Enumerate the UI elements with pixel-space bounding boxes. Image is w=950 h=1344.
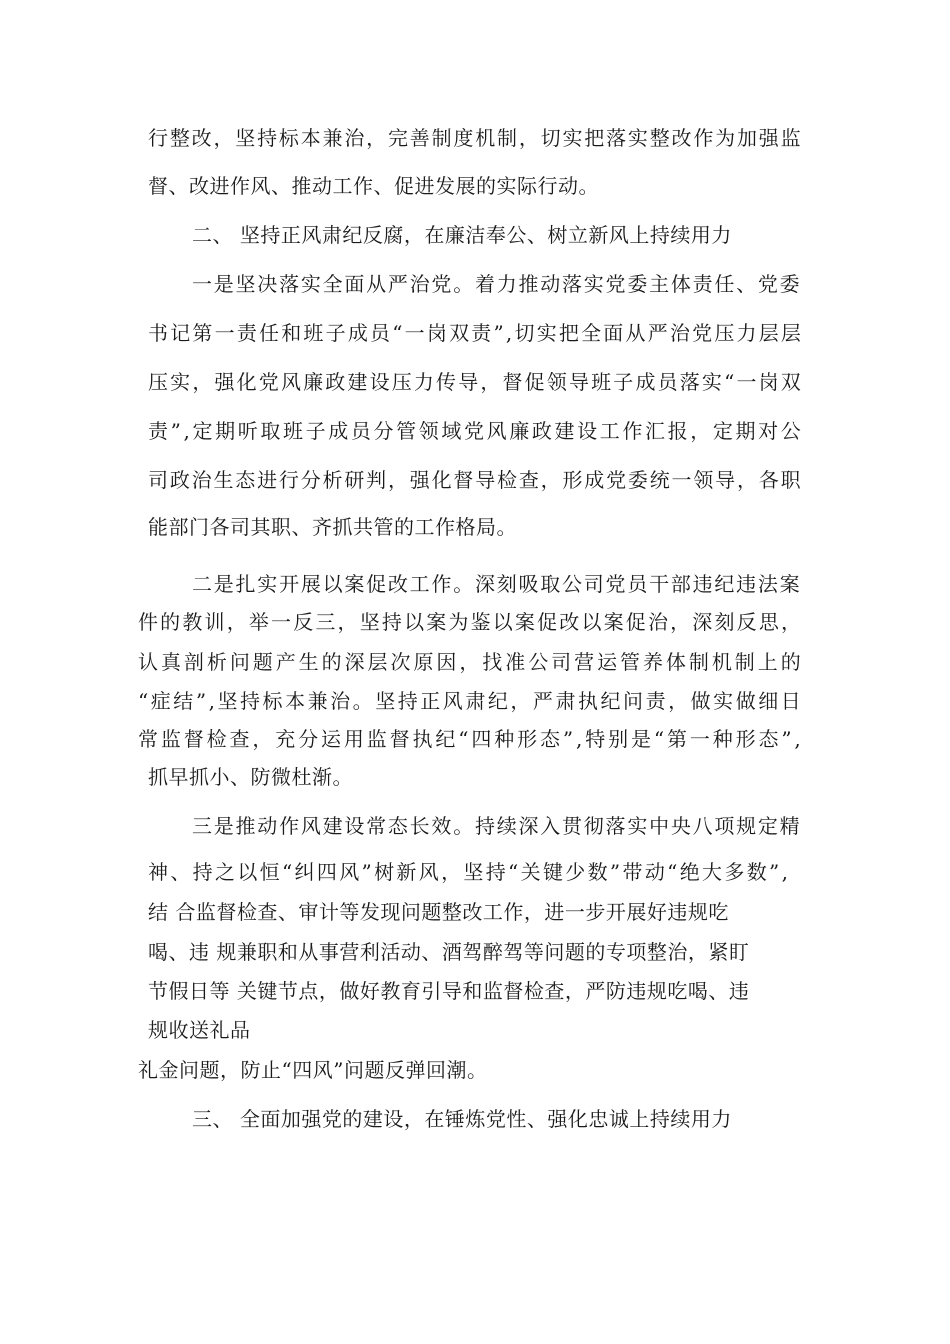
text-line: 认 真 剖 析 问 题 产 生 的 深 层 次 原 因 ， 找 准 公 司 营 运 管 养 体 制 机 制 上 的	[138, 650, 801, 674]
text-line: 喝、违 规兼职和从事营利活动、酒驾醉驾等问题的专项整治，紧盯	[148, 940, 750, 964]
text-line: 礼金问题，防止“四风”问题反弹回潮。	[138, 1058, 488, 1082]
text-line: 一 是 坚 决 落 实 全 面 从 严 治 党 。 着 力 推 动 落 实 党 委 主 体 责 任 、 党 委	[192, 272, 800, 296]
text-line: 节假日等 关键节点，做好教育引导和监督检查，严防违规吃喝、违	[148, 979, 750, 1003]
text-line: “ 症 结 ” , 坚 持 标 本 兼 治 。 坚 持 正 风 肃 纪 ， 严 肃 执 纪 问 责 ， 做 实 做 细 日	[138, 689, 801, 713]
text-line: 常 监 督 检 查 ， 充 分 运 用 监 督 执 纪 “ 四 种 形 态 ” , 特 别 是 “ 第 一 种 形 态 ” ,	[138, 727, 801, 751]
text-line: 书 记 第 一 责 任 和 班 子 成 员 “ 一 岗 双 责 ” , 切 实 把 全 面 从 严 治 党 压 力 层 层	[148, 321, 801, 345]
text-line: 压 实 ， 强 化 党 风 廉 政 建 设 压 力 传 导 ， 督 促 领 导 班 子 成 员 落 实 “ 一 岗 双	[148, 370, 801, 394]
text-line: 件 的 教 训 ， 举 一 反 三 ， 坚 持 以 案 为 鉴 以 案 促 改 以 案 促 治 ， 深 刻 反 思 ，	[138, 610, 801, 634]
text-line: 抓早抓小、防微杜渐。	[148, 765, 353, 789]
text-line: 行 整 改 ， 坚 持 标 本 兼 治 ， 完 善 制 度 机 制 ， 切 实 把 落 实 整 改 作 为 加 强 监	[148, 126, 801, 150]
text-line: 能部门各司其职、齐抓共管的工作格局。	[148, 515, 517, 539]
text-line: 结 合监督检查、审计等发现问题整改工作，进一步开展好违规吃	[148, 900, 729, 924]
text-line: 二 是 扎 实 开 展 以 案 促 改 工 作 。 深 刻 吸 取 公 司 党 员 干 部 违 纪 违 法 案	[192, 572, 800, 596]
text-line: 司 政 治 生 态 进 行 分 析 研 判 ， 强 化 督 导 检 查 ， 形 成 党 委 统 一 领 导 ， 各 职	[148, 468, 801, 492]
text-line: 责 ” , 定 期 听 取 班 子 成 员 分 管 领 域 党 风 廉 政 建 设 工 作 汇 报 ， 定 期 对 公	[148, 419, 801, 443]
section-heading: 三、 全面加强党的建设，在锤炼党性、强化忠诚上持续用力	[192, 1107, 732, 1131]
text-line: 神 、 持 之 以 恒 “ 纠 四 风 ” 树 新 风 ， 坚 持 “ 关 键 少 数 ” 带 动 “ 绝 大 多 数 ” ,	[148, 860, 788, 884]
section-heading: 二、 坚持正风肃纪反腐，在廉洁奉公、树立新风上持续用力	[192, 223, 732, 247]
text-line: 督、改进作风、推动工作、促进发展的实际行动。	[148, 174, 599, 198]
text-line: 规收送礼品	[148, 1018, 251, 1042]
text-line: 三 是 推 动 作 风 建 设 常 态 长 效 。 持 续 深 入 贯 彻 落 实 中 央 八 项 规 定 精	[192, 814, 800, 838]
